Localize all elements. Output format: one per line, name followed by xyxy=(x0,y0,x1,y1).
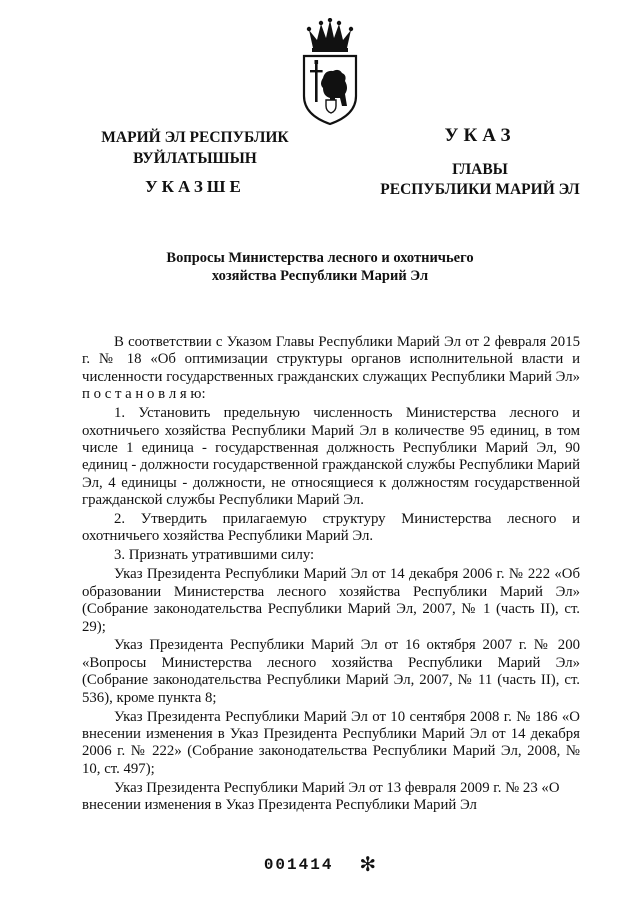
document-footer xyxy=(0,852,640,876)
header-right-line3: РЕСПУБЛИКИ МАРИЙ ЭЛ xyxy=(380,181,580,198)
body-paragraph: 3. Признать утратившими силу: xyxy=(114,547,315,564)
body-paragraph: 1. Установить предельную численность Министерства лесного и охотничьего хозяйства Республики Марий Эл в количестве 95 единиц, в том числе 1 единица - государственная должность Республики Марий Эл, 90 единиц - должности государственной гражданской службы Республики Марий Эл, 4 единицы - должности, не относящиеся к должностям государственной гражданской службы Республики Марий Эл. xyxy=(82,405,580,509)
header-right-line2: ГЛАВЫ xyxy=(452,161,508,178)
header-left-line1: МАРИЙ ЭЛ РЕСПУБЛИК xyxy=(101,129,289,146)
header-right-line1: УКАЗ xyxy=(444,125,516,146)
body-paragraph: Указ Президента Республики Марий Эл от 10 сентября 2008 г. № 186 «О внесении изменения в Указ Президента Республики Марий Эл от 14 декабря 2006 г. № 222» (Собрание законодательства Республики Марий Эл, 2008, № 10, ст. 497); xyxy=(82,708,580,777)
header-left-line3: УКАЗШЕ xyxy=(145,177,245,196)
asterisk-mark-icon: ✻ xyxy=(359,852,377,876)
body-paragraph: Указ Президента Республики Марий Эл от 14 декабря 2006 г. № 222 «Об образовании Министерства лесного хозяйства Республики Марий Эл» (Собрание законодательства Республики Марий Эл, 2007, № 1 (часть II), ст. 29); xyxy=(82,566,580,635)
body-paragraph: 2. Утвердить прилагаемую структуру Министерства лесного и охотничьего хозяйства Республики Марий Эл. xyxy=(82,511,580,545)
body-paragraph: Указ Президента Республики Марий Эл от 13 февраля 2009 г. № 23 «О внесении изменения в Указ Президента Республики Марий Эл xyxy=(82,779,560,814)
body-paragraph: В соответствии с Указом Главы Республики Марий Эл от 2 февраля 2015 г. № 18 «Об оптимизации структуры органов исполнительной власти и численности государственных гражданских служащих Республики Марий Эл» п о с т а н о в л я ю: xyxy=(82,334,580,403)
serial-number: 001414 xyxy=(263,856,334,874)
coat-of-arms-icon xyxy=(295,18,365,126)
body-paragraph: Указ Президента Республики Марий Эл от 16 октября 2007 г. № 200 «Вопросы Министерства лесного хозяйства Республики Марий Эл» (Собрание законодательства Республики Марий Эл, 2007, № 11 (часть II), ст. 536), кроме пункта 8; xyxy=(82,637,580,706)
document-title-line2: хозяйства Республики Марий Эл xyxy=(211,268,429,284)
document-title-line1: Вопросы Министерства лесного и охотничьего xyxy=(166,250,474,266)
document-body xyxy=(82,334,580,816)
header-left-line2: ВУЙЛАТЫШЫН xyxy=(133,150,257,167)
